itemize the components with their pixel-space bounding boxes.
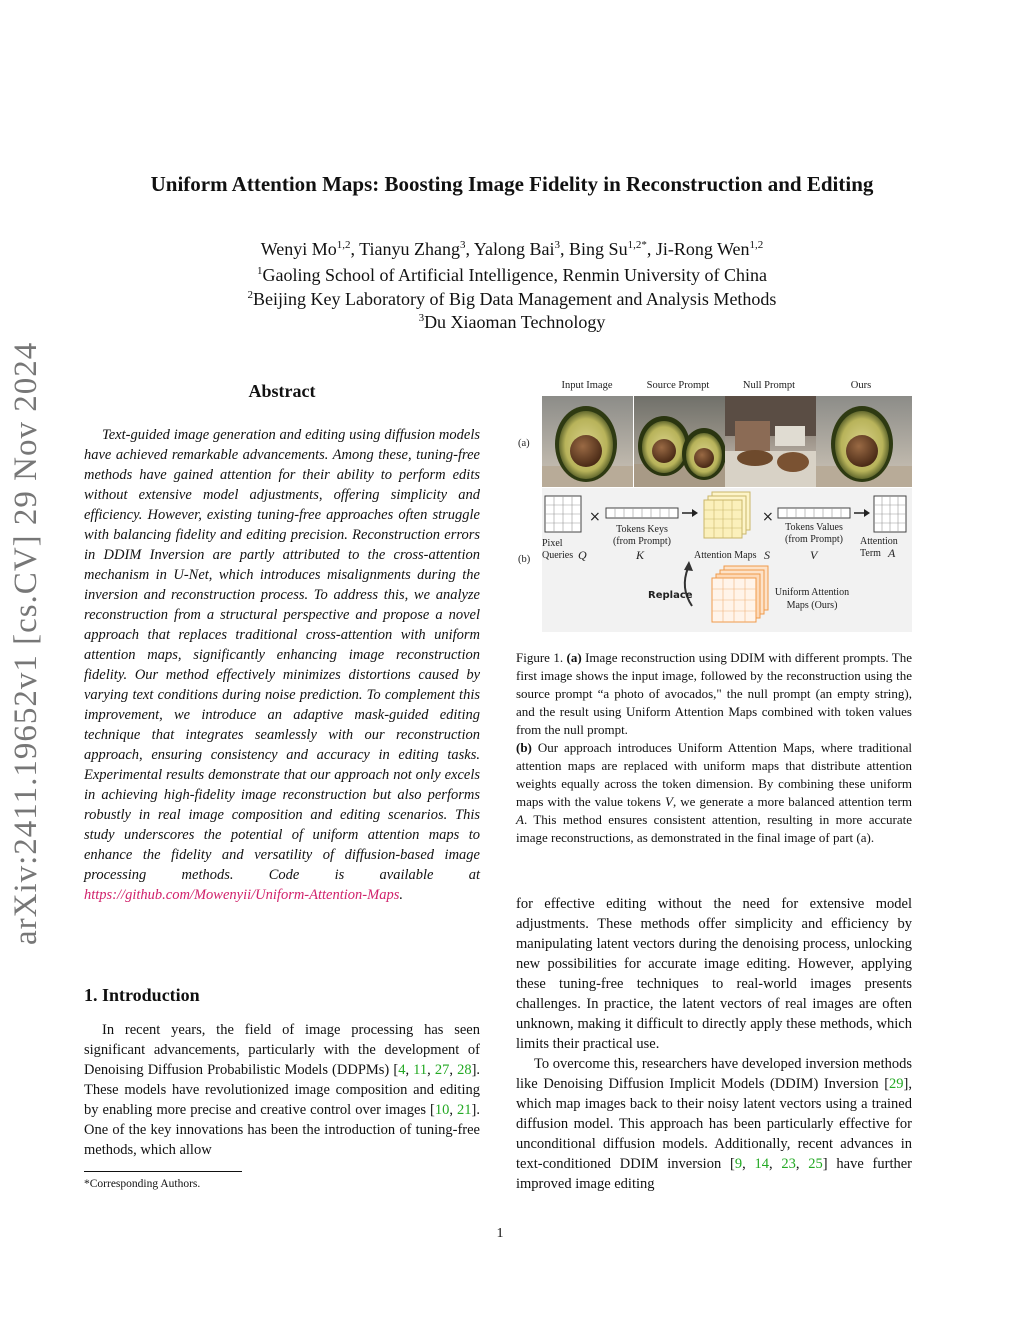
author-affil: 1,2 <box>749 239 764 251</box>
text-run: ] have further improved image editing <box>516 1156 913 1192</box>
affiliation-number: 1 <box>257 265 263 277</box>
author-name: Bing Su <box>569 239 628 259</box>
citation-link[interactable]: 11 <box>413 1062 428 1078</box>
source-prompt-image <box>634 396 725 487</box>
author-affil: 3 <box>554 239 561 251</box>
affiliation <box>60 311 964 335</box>
tokens-keys-label: Tokens Keys (from Prompt) <box>612 524 672 547</box>
attention-term-grid <box>874 496 906 532</box>
svg-text:×: × <box>762 509 774 525</box>
author-affil: 1,2* <box>627 239 647 251</box>
caption-part-b: (b) <box>516 740 532 755</box>
label-text: Pixel Queries <box>542 538 574 561</box>
author-affil: 1,2 <box>336 239 351 251</box>
token-keys-bar <box>606 508 678 518</box>
pixel-query-grid <box>545 496 581 532</box>
attention-maps-stack <box>704 492 750 538</box>
footnote: *Corresponding Authors. <box>84 1178 201 1190</box>
affiliation-text: Gaoling School of Artificial Intelligence, Renmin University of China <box>262 265 767 285</box>
arxiv-identifier: arXiv:2411.19652v1 [cs.CV] 29 Nov 2024 <box>8 341 44 945</box>
uniform-maps-label: Uniform Attention Maps (Ours) <box>774 587 850 611</box>
affiliation-text: Du Xiaoman Technology <box>424 312 606 332</box>
abstract-end: . <box>399 887 403 903</box>
ours-image <box>816 396 912 487</box>
caption-text: Our approach introduces Uniform Attention Maps, where traditional attention maps are replaced with uniform maps that distribute attention weights equally across the token dimension. By combining these uniform maps with the value tokens <box>516 740 912 809</box>
text-run: ]. One of the key innovations has been the introduction of tuning-free methods, which allow <box>84 1102 480 1158</box>
affiliation-number: 2 <box>247 289 254 301</box>
v-symbol: V <box>810 548 818 562</box>
author-name: Wenyi Mo <box>260 239 337 259</box>
citation-link[interactable]: 21 <box>457 1102 472 1118</box>
citation-link[interactable]: 10 <box>434 1102 450 1118</box>
author-affil: 3 <box>460 239 466 251</box>
citation-link[interactable]: 28 <box>457 1062 472 1078</box>
abstract-text: Text-guided image generation and editing using diffusion models have achieved remarkable advancements. Among these, tuning-free methods have gained attention for their ability to perform edits without extensive model adjustments, offering simplicity and efficiency. However, existing tuning-free approaches often struggle with balancing fidelity and editing precision. Reconstruction errors in DDIM Inversion are partly attributed to the cross-attention mechanism in U-Net, which introduces misalignments during the inversion and reconstruction process. To address this, we analyze reconstruction from a structural perspective and propose a novel approach that replaces traditional cross-attention with uniform attention maps, significantly enhancing image reconstruction fidelity. Our method effectively minimizes distortions caused by varying text conditions during noise prediction. To complement this improvement, we introduce an adaptive mask-guided editing technique that integrates seamlessly with our reconstruction approach, ensuring consistency and accuracy in editing tasks. Experimental results demonstrate that our approach not only excels in achieving high-fidelity image reconstruction but also performs robustly in real image composition and editing scenarios. This study underscores the potential of uniform attention maps to enhance the fidelity and versatility of diffusion-based image processing methods. Code is available at <box>84 427 480 883</box>
math-symbol: V <box>664 794 673 809</box>
column-label: Source Prompt <box>646 380 710 391</box>
author-name: Yalong Bai <box>473 239 555 259</box>
caption-part-a: (a) <box>566 650 582 665</box>
citation-link[interactable]: 25 <box>808 1156 823 1172</box>
column-label: Ours <box>850 380 872 391</box>
affiliation <box>60 288 964 312</box>
k-symbol: K <box>636 548 645 562</box>
caption-text: Image reconstruction using DDIM with different prompts. The first image shows the input image, followed by the reconstruction using the source prompt “a photo of avocados," the null prompt (an empty string), and the result using Uniform Attention Maps combined with token values from the null prompt. <box>516 650 912 737</box>
a-symbol: A <box>888 546 896 560</box>
body-paragraph: To overcome this, researchers have developed inversion methods like Denoising Diffusion Implicit Models (DDIM) Inversion [29], which map images back to their noisy latent vectors using a trained diffusion model. This approach has been particularly effective for unconditional diffusion models. Additionally, recent advances in text-conditioned DDIM inversion [9, 14, 23, 25] have further improved image editing <box>516 1056 913 1192</box>
citation-link[interactable]: 29 <box>889 1076 904 1092</box>
citation-link[interactable]: 4 <box>398 1062 406 1078</box>
caption-label: Figure 1. <box>516 650 567 665</box>
q-symbol: Q <box>578 548 587 562</box>
text-run: To overcome this, researchers have developed inversion methods like Denoising Diffusion Implicit Models (DDIM) Inversion [ <box>516 1056 912 1092</box>
row-label-a: (a) <box>518 438 530 449</box>
row-label-b: (b) <box>518 554 531 565</box>
attention-maps-label: Attention Maps <box>694 550 757 561</box>
affiliation-number: 3 <box>418 312 425 324</box>
text-run: ], which map images back to their noisy latent vectors using a trained diffusion model. This approach has been particularly effective for unconditional diffusion models. Additionally, recent advances in text-conditioned DDIM inversion [ <box>516 1076 912 1172</box>
citation-link[interactable]: 27 <box>434 1062 450 1078</box>
uniform-attention-maps-stack <box>712 566 768 622</box>
caption-text: . This method ensures consistent attention, resulting in more accurate image reconstructions, as demonstrated in the final image of part (a). <box>516 812 912 845</box>
affiliation <box>60 264 964 288</box>
citation-link[interactable]: 9 <box>734 1156 743 1172</box>
page-number: 1 <box>496 1226 504 1241</box>
token-values-bar <box>778 508 850 518</box>
column-label: Null Prompt <box>742 380 796 391</box>
column-label: Input Image <box>561 380 613 391</box>
footnote-rule <box>84 1171 242 1172</box>
tokens-values-label: Tokens Values (from Prompt) <box>784 522 844 545</box>
author-name: Tianyu Zhang <box>359 239 461 259</box>
citation-link[interactable]: 14 <box>754 1156 769 1172</box>
intro-paragraph: In recent years, the field of image processing has seen significant advancements, particularly with the development of Denoising Diffusion Probabilistic Models (DDPMs) [4, 11, 27, 28]. These models have revolutionized image composition and editing by enabling more precise and creative control over images [10, 21]. One of the key innovations has been the introduction of tuning-free methods, which allow <box>84 1022 481 1158</box>
citation-link[interactable]: 23 <box>781 1156 796 1172</box>
pixel-queries-label <box>542 538 574 562</box>
replace-label: Replace <box>648 590 693 601</box>
abstract-heading: Abstract <box>248 381 316 401</box>
author-list: Wenyi Mo$^{1,2}$, Tianyu Zhang$^3$, Yalong Bai$^3$, Bing $Su^{1,2*}$, Ji-Rong Wen$^{1,2}$ <box>260 239 764 259</box>
math-symbol: A <box>516 812 524 827</box>
attention-term-label: Attention Term <box>860 536 898 559</box>
null-prompt-image <box>725 396 816 487</box>
svg-text:×: × <box>589 509 601 525</box>
attention-diagram <box>542 488 912 632</box>
figure-1 <box>516 376 912 634</box>
figure-caption <box>516 649 912 847</box>
text-run: ]. These models have revolutionized image composition and editing by enabling more precise and creative control over images [ <box>84 1062 481 1118</box>
section-heading: 1. Introduction <box>84 985 200 1005</box>
affiliation-text: Beijing Key Laboratory of Big Data Management and Analysis Methods <box>253 289 777 309</box>
s-symbol: S <box>764 548 770 562</box>
caption-text: , we generate a more balanced attention term <box>672 794 912 809</box>
paper-title: Uniform Attention Maps: Boosting Image Fidelity in Reconstruction and Editing <box>150 172 874 196</box>
abstract-body <box>84 425 480 905</box>
body-paragraph: for effective editing without the need for extensive model adjustments. These methods offer simplicity and efficiency by manipulating latent vectors during the denoising process, unlocking new possibilities for accurate image editing. However, applying these tuning-free techniques to real-world images presents challenges. In practice, the latent vectors of real images are often unknown, making it difficult to directly apply these methods, which limits their practical use. <box>516 896 912 1052</box>
code-link[interactable]: https://github.com/Mowenyii/Uniform-Attention-Maps <box>84 887 400 903</box>
text-run: In recent years, the field of image processing has seen significant advancements, particularly with the development of Denoising Diffusion Probabilistic Models (DDPMs) [ <box>84 1022 480 1078</box>
author-name: Ji-Rong Wen <box>655 239 750 259</box>
input-image <box>542 396 633 487</box>
